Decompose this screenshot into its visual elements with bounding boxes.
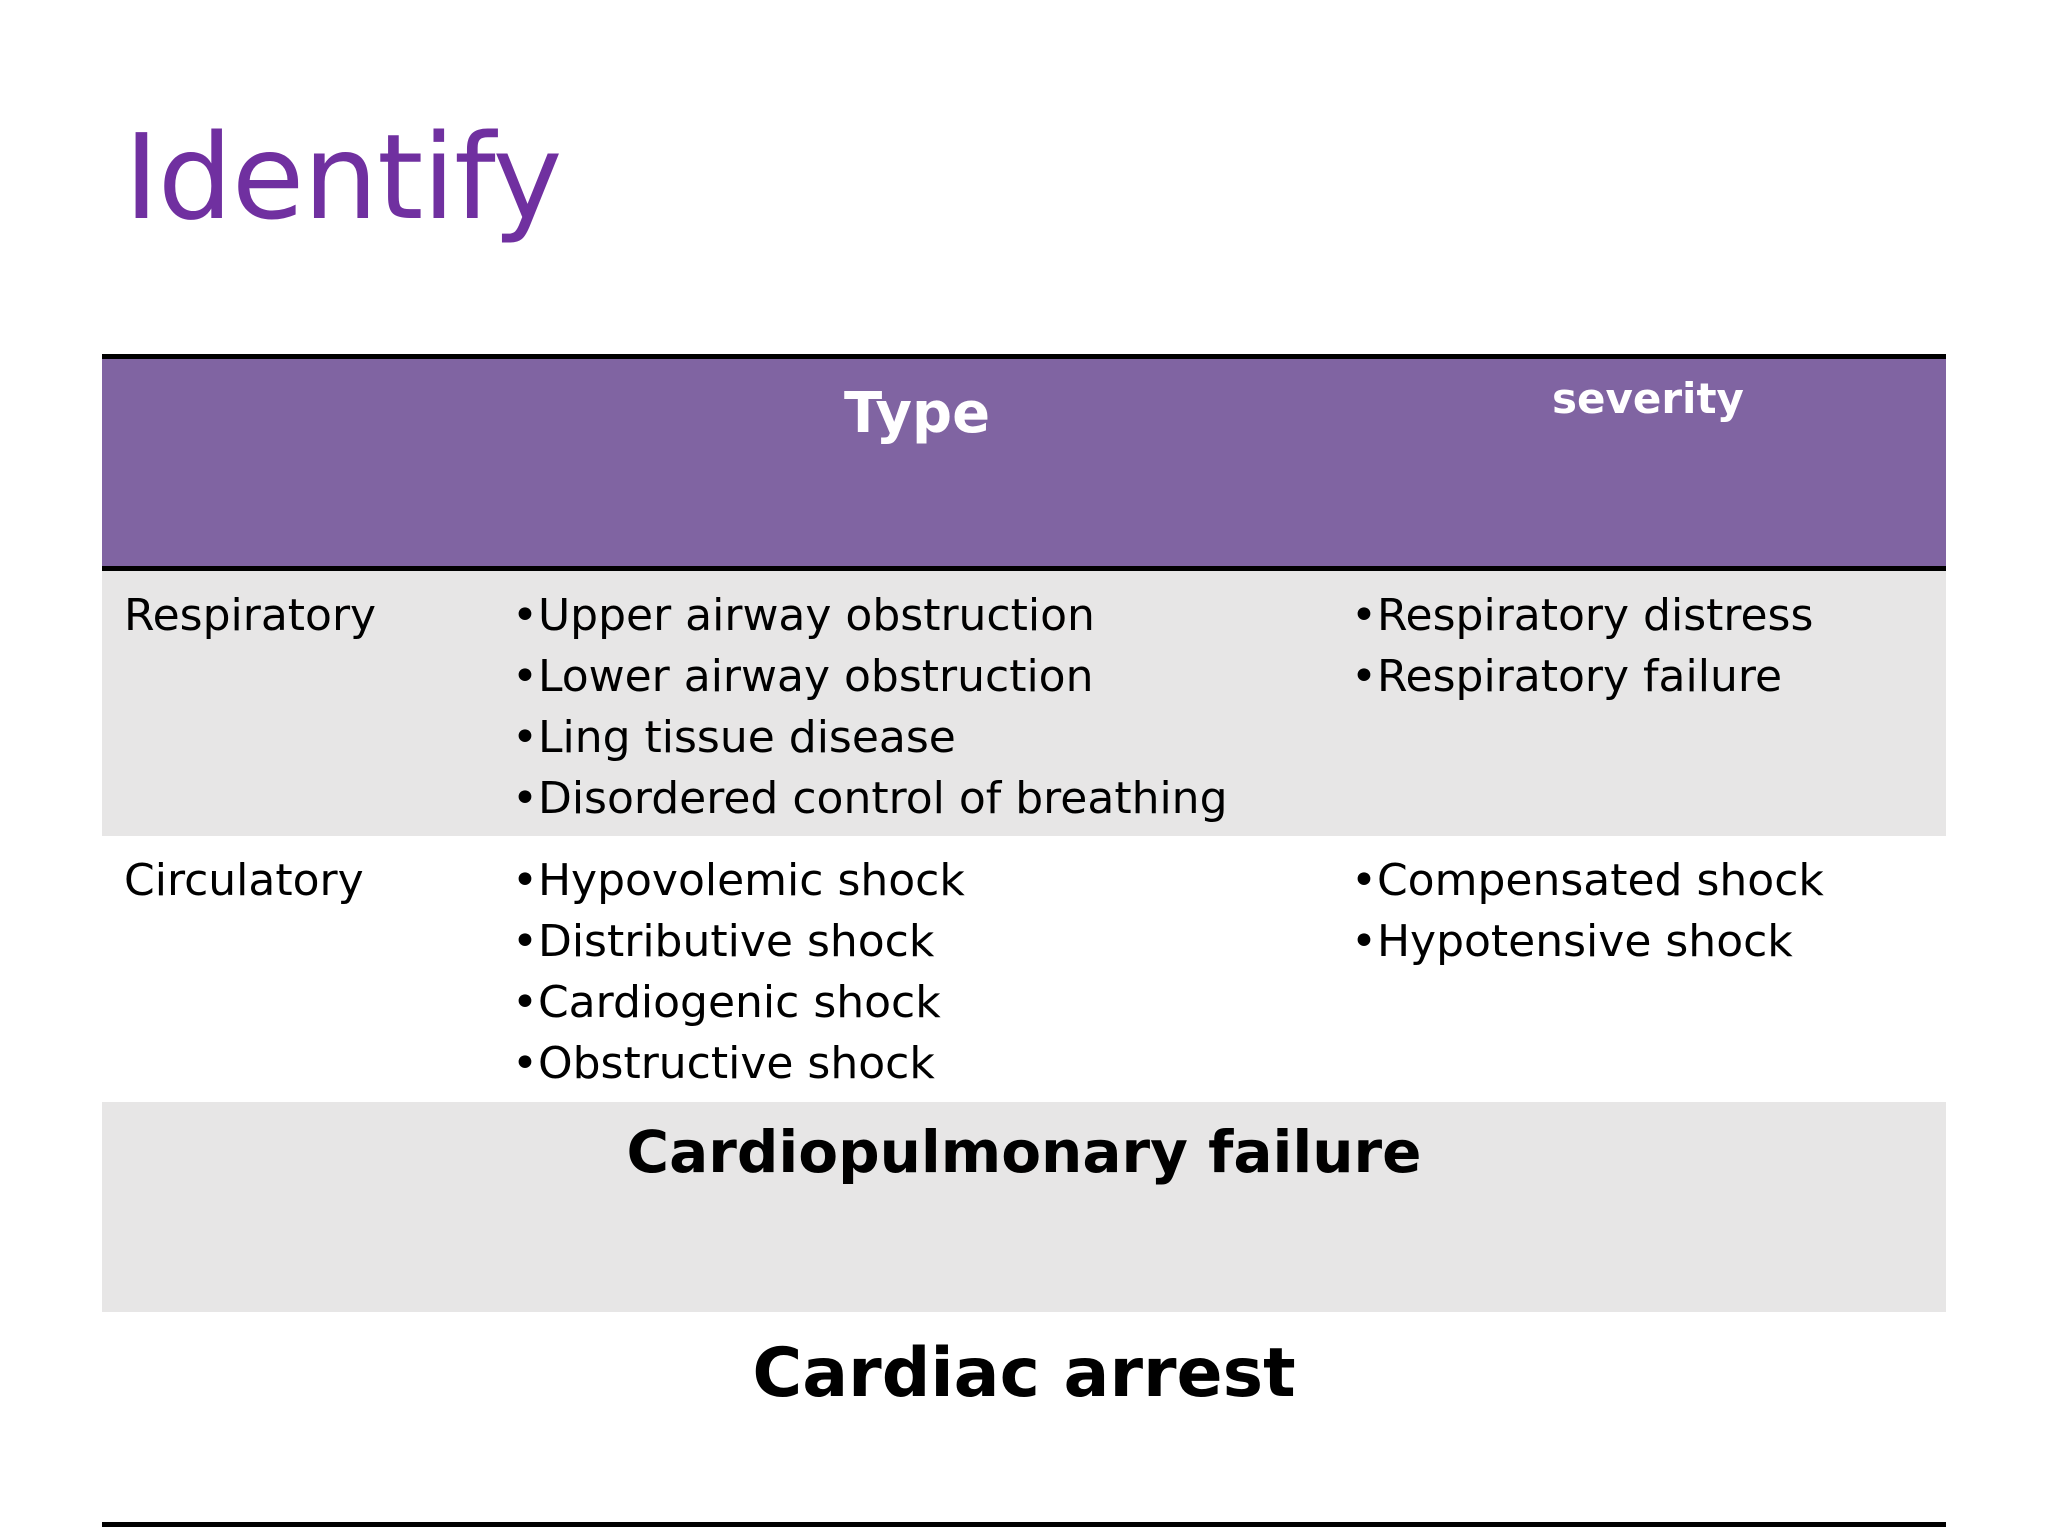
table-bottom-rule — [102, 1522, 1946, 1527]
table-row-respiratory — [102, 571, 1946, 836]
list-item: • Lower airway obstruction — [512, 646, 1228, 707]
circulatory-types — [512, 850, 965, 1094]
cardiac-arrest-text: Cardiac arrest — [752, 1334, 1296, 1413]
circulatory-severity — [1351, 850, 1824, 972]
table-row-cardiopulmonary-failure — [102, 1102, 1946, 1312]
list-item: • Disordered control of breathing — [512, 768, 1228, 829]
row-label-circulatory: Circulatory — [124, 855, 364, 906]
list-item: • Respiratory failure — [1351, 646, 1813, 707]
table-header-row — [102, 359, 1946, 566]
list-item: • Hypovolemic shock — [512, 850, 965, 911]
list-item: • Distributive shock — [512, 911, 965, 972]
list-item: • Compensated shock — [1351, 850, 1824, 911]
list-item: • Ling tissue disease — [512, 707, 1228, 768]
list-item: • Cardiogenic shock — [512, 972, 965, 1033]
identify-table — [102, 354, 1946, 1527]
row-label-respiratory: Respiratory — [124, 590, 377, 641]
respiratory-severity — [1351, 585, 1813, 707]
header-severity: severity — [1552, 374, 1744, 423]
list-item: • Hypotensive shock — [1351, 911, 1824, 972]
table-row-circulatory — [102, 836, 1946, 1102]
slide-title: Identify — [124, 108, 562, 246]
list-item: • Upper airway obstruction — [512, 585, 1228, 646]
cardiopulmonary-failure-text: Cardiopulmonary failure — [626, 1118, 1422, 1186]
list-item: • Obstructive shock — [512, 1033, 965, 1094]
list-item: • Respiratory distress — [1351, 585, 1813, 646]
table-row-cardiac-arrest — [102, 1312, 1946, 1522]
header-type: Type — [844, 381, 991, 446]
respiratory-types — [512, 585, 1228, 829]
